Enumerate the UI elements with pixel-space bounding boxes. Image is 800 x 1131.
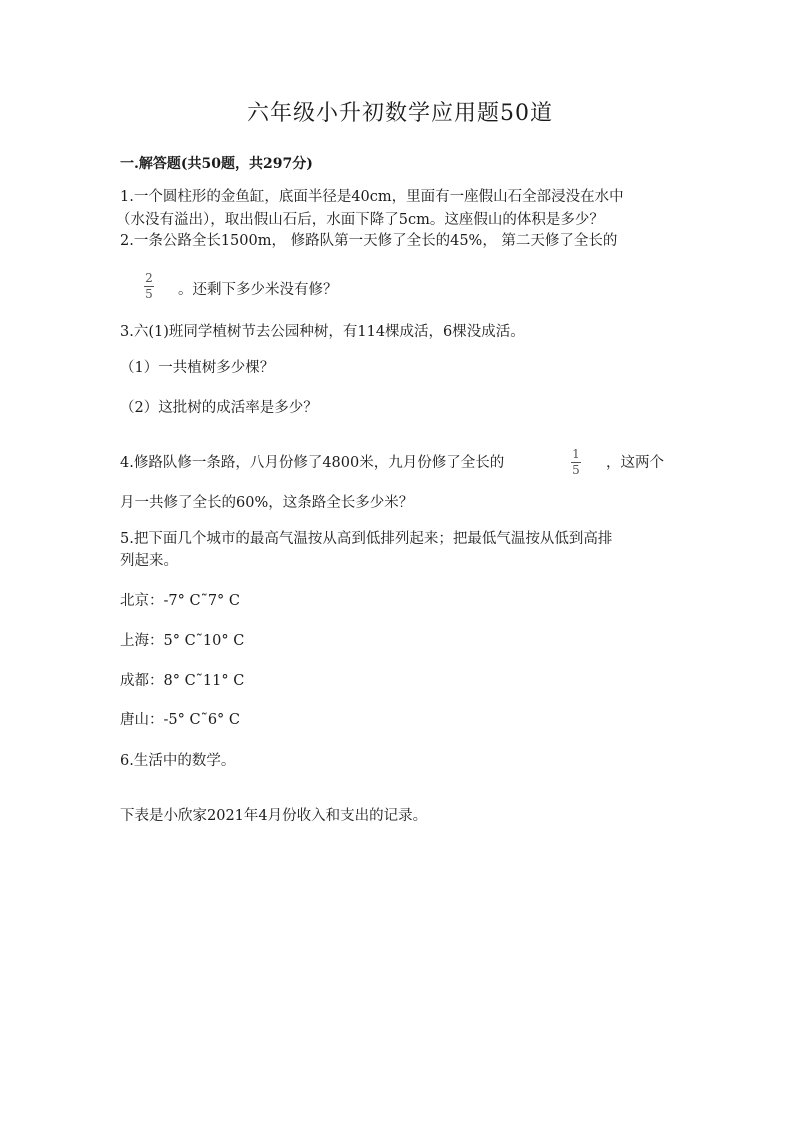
q2-frac-denominator: 5 [145,287,153,301]
q5-line2: 列起来。 [120,553,178,569]
q5-line1: 5.把下面几个城市的最高气温按从高到低排列起来；把最低气温按从低到高排 [120,531,613,547]
q2-fraction [144,272,154,301]
q4-fraction [571,448,581,477]
q3-line1: 3.六(1)班同学植树节去公园种树，有114棵成活，6棵没成活。 [120,324,525,340]
q3-sub2: （2）这批树的成活率是多少？ [120,400,318,416]
q2-line2: 。还剩下多少米没有修？ [178,282,338,298]
city-temp-chengdu: 成都：8° C˜11° C [120,673,245,689]
city-temp-tangshan: 唐山：-5° C˜6° C [120,712,241,728]
q3-sub1: （1）一共植树多少棵？ [120,360,275,376]
q2-frac-numerator: 2 [145,271,153,285]
q4-line1-end: ，这两个 [606,455,664,471]
q4-line1: 4.修路队修一条路，八月份修了4800米，九月份修了全长的 [120,455,505,471]
q2-line1: 2.一条公路全长1500m， 修路队第一天修了全长的45%， 第二天修了全长的 [120,233,618,249]
q4-frac-numerator: 1 [572,447,580,461]
page-title: 六年级小升初数学应用题50道 [247,101,553,126]
q1-line2: （水没有溢出），取出假山石后，水面下降了5cm。这座假山的体积是多少？ [116,212,604,228]
q6-line1: 6.生活中的数学。 [120,753,236,769]
city-temp-shanghai: 上海：5° C˜10° C [120,633,245,649]
section-heading: 一.解答题(共50题，共297分) [120,156,313,172]
q4-frac-denominator: 5 [572,463,580,477]
q1-line1: 1.一个圆柱形的金鱼缸，底面半径是40cm，里面有一座假山石全部浸没在水中 [120,189,624,205]
q4-line2: 月一共修了全长的60%，这条路全长多少米？ [120,495,414,511]
q6-line2: 下表是小欣家2021年4月份收入和支出的记录。 [120,808,428,824]
city-temp-beijing: 北京：-7° C˜7° C [120,593,241,609]
